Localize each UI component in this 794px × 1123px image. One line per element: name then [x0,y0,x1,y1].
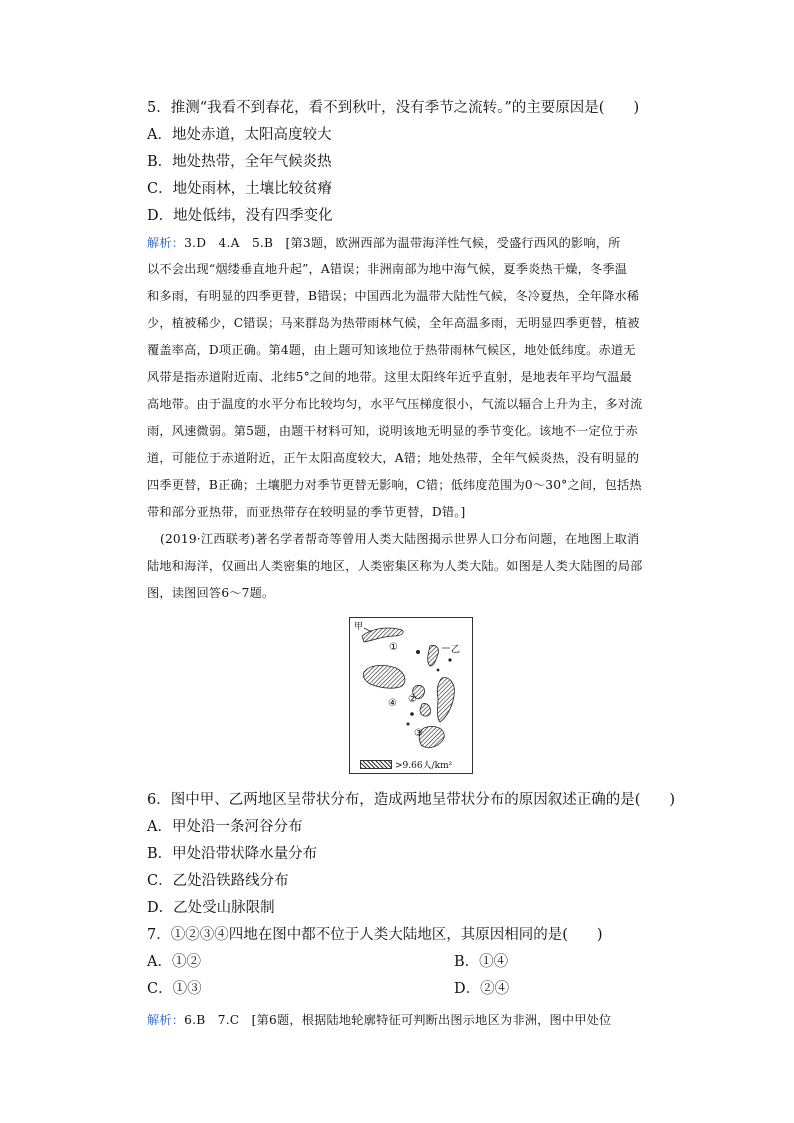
material-line: 陆地和海洋，仅画出人类密集的地区，人类密集区称为人类大陆。如图是人类大陆图的局部 [147,559,643,573]
q7-stem: 7．①②③④四地在图中都不位于人类大陆地区，其原因相同的是( ) [147,927,603,943]
q6-stem: 6．图中甲、乙两地区呈带状分布，造成两地呈带状分布的原因叙述正确的是( ) [147,792,676,808]
q6-option-d: D．乙处受山脉限制 [147,900,275,916]
explanation-line: 带和部分亚热带，而亚热带存在较明显的季节更替，D错。] [147,505,466,519]
label-3: ③ [414,728,423,739]
legend-swatch [360,760,392,769]
map-graphic [350,618,472,773]
label-jia: 甲 [354,622,364,632]
q5-option-b: B．地处热带，全年气候炎热 [147,154,332,170]
label-4: ④ [388,698,397,709]
q7-option-b: B．①④ [454,954,509,970]
material-line: 图，读图回答6～7题。 [147,586,275,600]
label-yi: 乙 [451,645,461,655]
material-line: (2019·江西联考)著名学者帮奇等曾用人类大陆图揭示世界人口分布问题，在地图上取消 [160,532,640,546]
region-yi [428,645,439,666]
label-2: ② [408,694,417,705]
q6-option-a: A．甲处沿一条河谷分布 [147,819,303,835]
explanation-line: 道，可能位于赤道附近，正午太阳高度较大，A错；地处热带，全年气候炎热，没有明显的 [147,451,640,465]
explanation2-label: 解析： [147,1013,185,1027]
q5-stem: 5．推测“我看不到春花，看不到秋叶，没有季节之流转。”的主要原因是( ) [147,100,640,116]
q6-option-b: B．甲处沿带状降水量分布 [147,846,318,862]
explanation-line: 以不会出现“烟缕垂直地升起”，A错误；非洲南部为地中海气候，夏季炎热干燥，冬季温 [147,262,628,276]
region-east [437,678,454,722]
map-legend [360,758,452,771]
explanation-line: 高地带。由于温度的水平分布比较均匀，水平气压梯度很小，气流以辐合上升为主，多对流 [147,397,643,411]
explanation-line: 少，植被稀少，C错误；马来群岛为热带雨林气候，全年高温多雨，无明显四季更替，植被 [147,316,640,330]
region-central-2 [420,704,431,716]
explanation-line: 解析：3.D 4.A 5.B [第3题，欧洲西部为温带海洋性气候，受盛行西风的影响，所 [147,236,621,250]
q7-option-d: D．②④ [454,981,510,997]
region-west [363,665,405,688]
explanation-line: 和多雨，有明显的四季更替，B错误；中国西北为温带大陆性气候，冬冷夏热，全年降水稀 [147,289,640,303]
human-continent-map [349,617,473,774]
explanation-line: 四季更替，B正确；土壤肥力对季节更替无影响，C错；低纬度范围为0～30°之间，包括热 [147,478,642,492]
label-1: ① [389,642,398,653]
q5-option-a: A．地处赤道，太阳高度较大 [147,127,332,143]
q6-option-c: C．乙处沿铁路线分布 [147,873,289,889]
q5-option-d: D．地处低纬，没有四季变化 [147,208,333,224]
explanation-label: 解析： [147,236,185,250]
explanation2-line: 解析：6.B 7.C [第6题，根据陆地轮廓特征可判断出图示地区为非洲，图中甲处位 [147,1013,612,1027]
legend-label: >9.66人/km² [395,761,453,771]
explanation-line: 雨，风速微弱。第5题，由题干材料可知，说明该地无明显的季节变化。该地不一定位于赤 [147,424,639,438]
explanation-line: 覆盖率高，D项正确。第4题，由上题可知该地位于热带雨林气候区，地处低纬度。赤道无 [147,343,636,357]
q7-option-c: C．①③ [147,981,202,997]
q5-option-c: C．地处雨林，土壤比较贫瘠 [147,181,333,197]
q7-option-a: A．①② [147,954,201,970]
explanation-line: 风带是指赤道附近南、北纬5°之间的地带。这里太阳终年近乎直射，是地表年平均气温最 [147,370,632,384]
